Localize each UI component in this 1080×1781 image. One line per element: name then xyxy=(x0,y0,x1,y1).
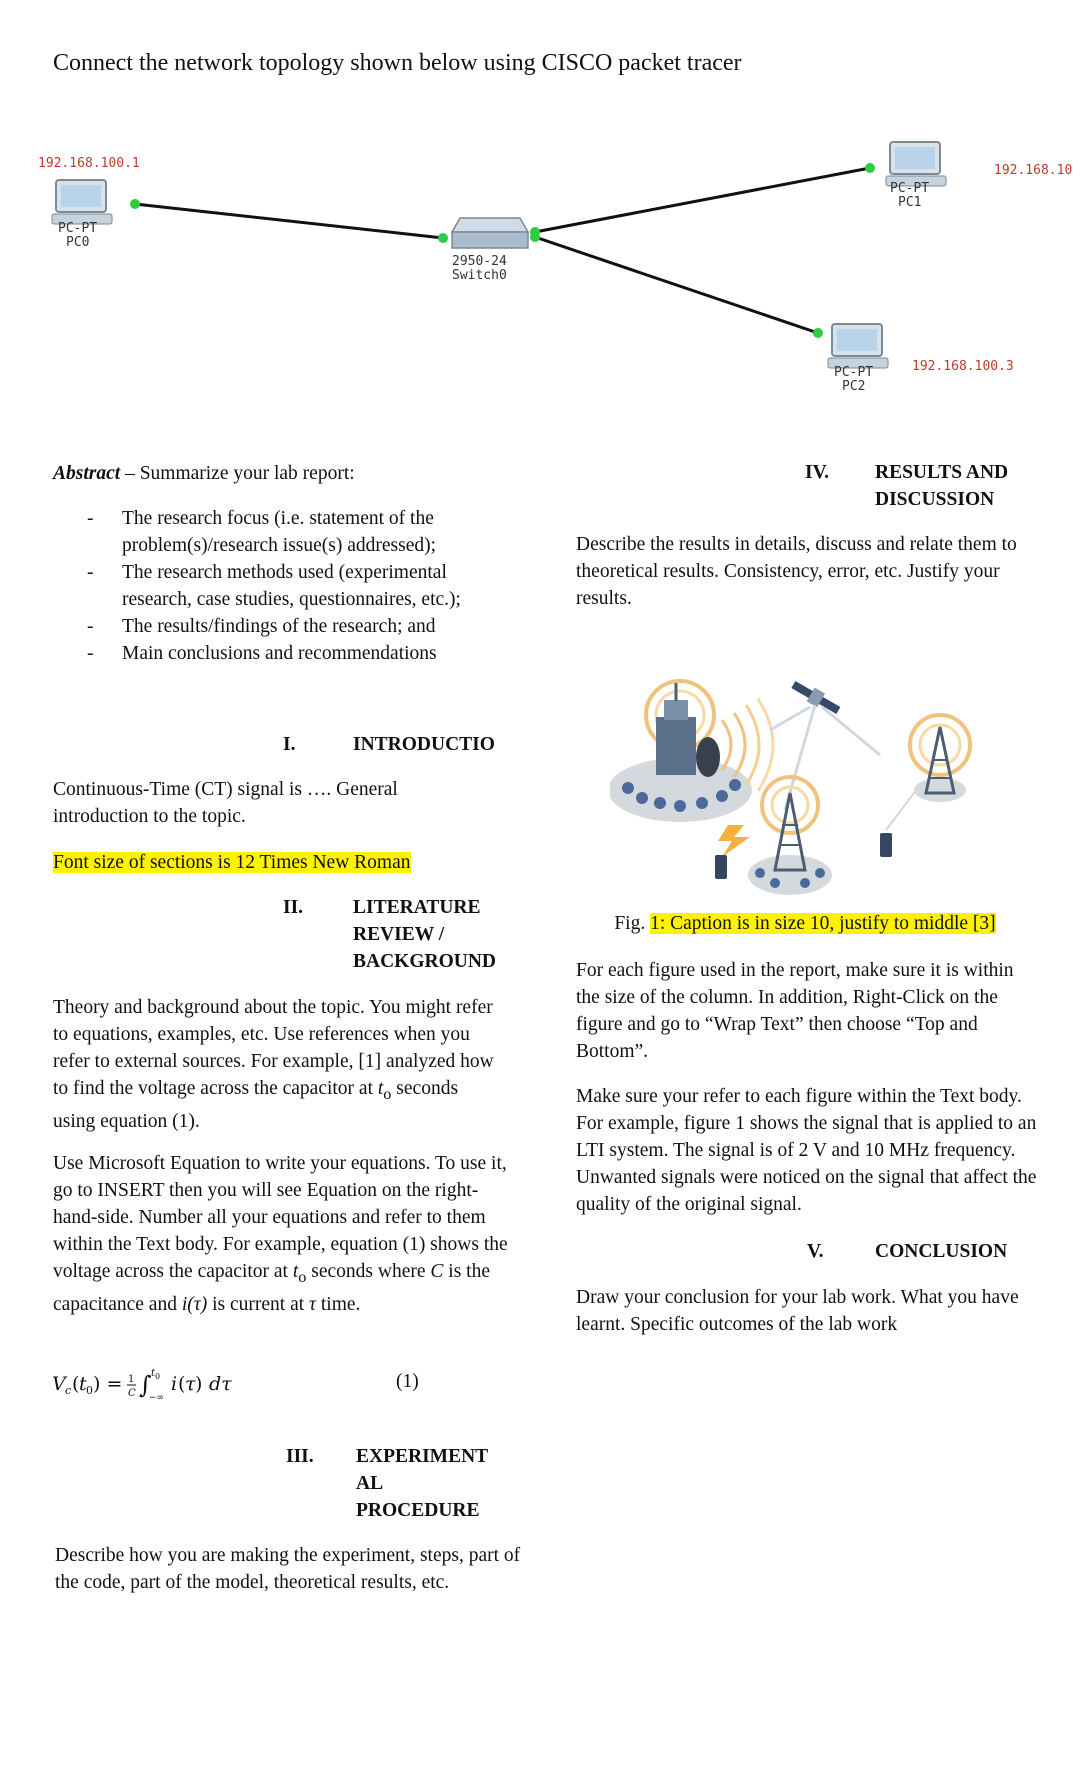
network-topology-diagram xyxy=(0,120,1080,420)
abstract-bullet: - The research focus (i.e. statement of the problem(s)/research issue(s) addressed); xyxy=(53,505,513,559)
abstract-bullet: - Main conclusions and recommendations xyxy=(53,640,513,667)
equation-number: (1) xyxy=(396,1371,419,1392)
link-dot xyxy=(865,163,875,173)
section-title-line: PROCEDURE xyxy=(356,1500,480,1521)
svg-text:t: t xyxy=(151,1368,156,1379)
lit-p2-text-d: is current at xyxy=(207,1293,310,1315)
intro-paragraph: Continuous-Time (CT) signal is …. General introduction to the topic. xyxy=(53,779,398,827)
svg-text:V: V xyxy=(52,1373,66,1395)
switch-icon xyxy=(452,218,528,248)
section-title-line: AL xyxy=(356,1473,384,1494)
svg-text:t: t xyxy=(79,1373,87,1395)
literature-paragraph-2 xyxy=(53,1150,513,1318)
section-number: V. xyxy=(807,1241,824,1262)
lit-p2-text-c: is the capacitance and xyxy=(53,1261,491,1315)
section-title-results xyxy=(875,459,1055,513)
pc0-type-label: PC-PT xyxy=(58,221,98,236)
lit-p1-symbol: t xyxy=(377,1078,384,1099)
svg-text:0: 0 xyxy=(155,1372,161,1381)
section-title-line: REVIEW / xyxy=(353,924,445,945)
section-number: III. xyxy=(286,1446,314,1467)
abstract-heading xyxy=(53,460,513,487)
figure-caption xyxy=(560,910,1050,937)
capacitor-voltage-equation xyxy=(50,1360,270,1404)
pc1-type-label: PC-PT xyxy=(890,181,930,196)
svg-text:τ: τ xyxy=(185,1373,196,1395)
figure-caption-prefix: Fig. xyxy=(614,913,651,934)
section-title-line: EXPERIMENT xyxy=(356,1446,489,1467)
pc2-ip-label: 192.168.100.3 xyxy=(912,359,1014,374)
pc2-type-label: PC-PT xyxy=(834,365,874,380)
font-note xyxy=(53,849,411,876)
pc2-computer-icon xyxy=(828,324,888,368)
figure-reference-paragraph: Make sure your refer to each figure within the Text body. For example, figure 1 shows the signal that is applied to an LTI system. The signal is of 2 V and 10 MHz frequency. Unwanted signals were noticed on the signal that affect the quality of the original signal. xyxy=(576,1086,1037,1215)
font-note-highlight: Font size of sections is 12 Times New Roman xyxy=(53,852,411,873)
pc0-name-label: PC0 xyxy=(66,235,90,250)
section-title-experimental xyxy=(356,1443,526,1524)
svg-text:i: i xyxy=(171,1373,178,1395)
pc1-name-label: PC1 xyxy=(898,195,922,210)
literature-paragraph-1 xyxy=(53,994,503,1135)
section-title-line: RESULTS AND xyxy=(875,462,1009,483)
figure-instructions-paragraph: For each figure used in the report, make sure it is within the size of the column. In addition, Right-Click on the figure and go to “Wrap Text” then choose “Top and Bottom”. xyxy=(576,960,1014,1062)
link-dot xyxy=(813,328,823,338)
communication-figure xyxy=(610,675,980,910)
pc1-computer-icon xyxy=(886,142,946,186)
svg-text:1: 1 xyxy=(128,1374,135,1385)
lit-p1-text: Theory and background about the topic. You might refer to equations, examples, etc. Use references when you refer to external sources. For example, [1] analyzed how to find the voltage across the capacitor at xyxy=(53,997,494,1099)
experimental-paragraph: Describe how you are making the experiment, steps, part of the code, part of the model, theoretical results, etc. xyxy=(55,1545,521,1593)
abstract-intro: – Summarize your lab report: xyxy=(120,463,355,484)
pc2-name-label: PC2 xyxy=(842,379,866,394)
section-title-literature xyxy=(353,894,523,975)
svg-text:0: 0 xyxy=(86,1384,93,1397)
pc1-ip-label: 192.168.10 xyxy=(994,163,1073,178)
pc0-ip-label: 192.168.100.1 xyxy=(38,156,140,171)
svg-text:) =: ) = xyxy=(93,1373,123,1395)
abstract-bullet: - The results/findings of the research; and xyxy=(53,613,513,640)
results-paragraph: Describe the results in details, discuss and relate them to theoretical results. Consistency, error, etc. Justify your results. xyxy=(576,534,1017,609)
svg-text:dτ: dτ xyxy=(209,1373,232,1395)
link-switch-pc1 xyxy=(535,168,870,232)
section-title-introduction: INTRODUCTIO xyxy=(353,734,495,755)
link-dot xyxy=(530,232,540,242)
lit-p2-subscript: o xyxy=(298,1267,307,1286)
section-number: IV. xyxy=(805,462,830,483)
conclusion-paragraph: Draw your conclusion for your lab work. What you have learnt. Specific outcomes of the lab work xyxy=(576,1287,1019,1335)
section-title-line: BACKGROUND xyxy=(353,951,497,972)
abstract-label: Abstract xyxy=(53,463,121,484)
abstract-bullet-list xyxy=(53,505,513,667)
section-title-conclusion: CONCLUSION xyxy=(875,1241,1008,1262)
section-number: I. xyxy=(283,734,296,755)
svg-text:(: ( xyxy=(72,1373,80,1395)
lit-p2-tau-symbol: τ xyxy=(309,1293,316,1315)
lit-p2-capacitance-symbol: C xyxy=(430,1261,444,1282)
svg-text:(: ( xyxy=(178,1373,186,1395)
lit-p2-symbol: t xyxy=(292,1261,299,1282)
svg-text:C: C xyxy=(128,1388,136,1399)
svg-text:∫: ∫ xyxy=(139,1371,152,1399)
switch-name-label: Switch0 xyxy=(452,268,507,283)
switch-model-label: 2950-24 xyxy=(452,254,507,269)
lit-p1-end: seconds using equation (1). xyxy=(53,1078,459,1132)
pc0-computer-icon xyxy=(52,180,112,224)
figure-caption-text: 1: Caption is in size 10, justify to middle [3] xyxy=(650,913,996,934)
link-switch-pc2 xyxy=(535,237,818,333)
section-number: II. xyxy=(283,897,304,918)
section-title-line: LITERATURE xyxy=(353,897,481,918)
lit-p2-text-b: seconds where xyxy=(306,1261,431,1282)
svg-text:c: c xyxy=(65,1384,72,1397)
lit-p2-text-e: time. xyxy=(316,1293,361,1315)
section-title-line: DISCUSSION xyxy=(875,489,995,510)
link-dot xyxy=(130,199,140,209)
lit-p2-current-symbol: i(τ) xyxy=(181,1293,208,1315)
page-title: Connect the network topology shown below using CISCO packet tracer xyxy=(53,50,742,76)
link-dot xyxy=(438,233,448,243)
lit-p1-subscript: o xyxy=(383,1084,392,1103)
svg-text:−∞: −∞ xyxy=(149,1393,165,1403)
abstract-bullet: - The research methods used (experimental research, case studies, questionnaires, etc.); xyxy=(53,559,513,613)
lit-p2-text-a: Use Microsoft Equation to write your equations. To use it, go to INSERT then you will see Equation on the right-hand-side. Number all your equations and refer to them within the Text body. For example, equation (1) shows the voltage across the capacitor at xyxy=(53,1153,508,1282)
svg-text:): ) xyxy=(195,1373,203,1395)
link-pc0-switch xyxy=(135,204,443,238)
